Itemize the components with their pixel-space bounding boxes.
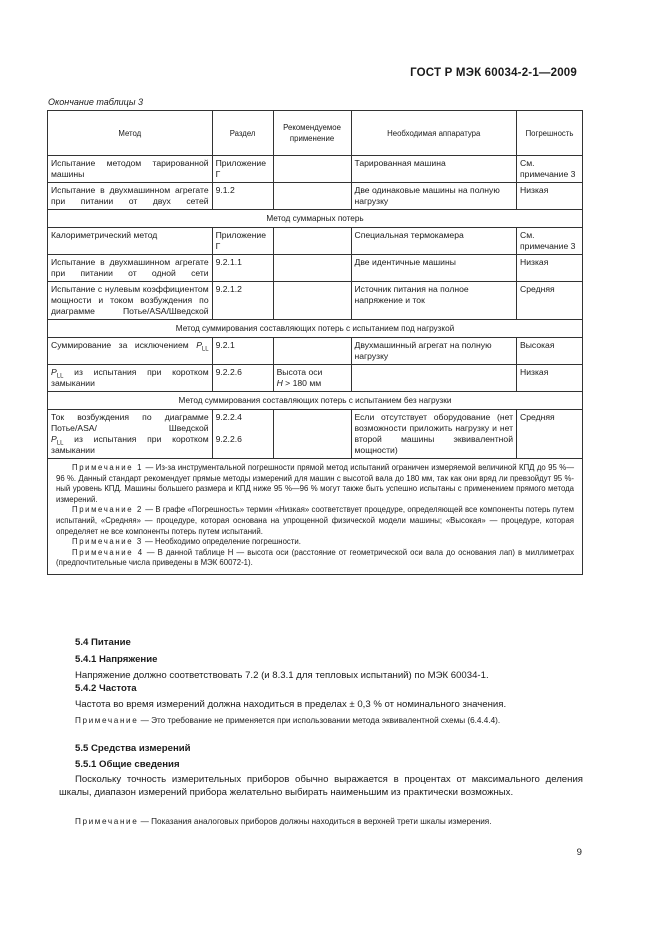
heading-5-4-1: 5.4.1 Напряжение: [75, 654, 158, 665]
cell-section: 9.2.1.2: [212, 282, 273, 320]
cell-error: Средняя: [517, 282, 583, 320]
cell-application: [273, 156, 351, 183]
table-notes-row: [48, 459, 583, 575]
section-no-load-test: Метод суммирования составляющих потерь с испытанием без нагрузки: [48, 392, 583, 410]
section-total-losses: Метод суммарных потерь: [48, 210, 583, 228]
symbol-sub-ll: LL: [201, 346, 209, 353]
cell-error: Низкая: [517, 183, 583, 210]
cell-section: Приложение Г: [212, 156, 273, 183]
cell-apparatus: Две одинаковые машины на полную нагрузку: [351, 183, 517, 210]
page-number: 9: [576, 847, 582, 858]
note-text: — В графе «Погрешность» термин «Низкая» соответствует процедуре, определяющей все компоненты потерь путем испытаний, «Средняя» — процедуре, которая основана на упрощенной физической модели машины; «Высокая» — процедуре, которая определяет не все компоненты потерь путем испытаний.: [56, 505, 574, 536]
cell-application: [273, 338, 351, 365]
symbol-p: P: [51, 434, 57, 444]
cell-apparatus: Две идентичные машины: [351, 255, 517, 282]
note-text: — Необходимо определение погрешности.: [142, 537, 301, 547]
header-application: Рекомендуемое применение: [273, 111, 351, 156]
symbol-sub-ll: LL: [56, 440, 64, 447]
cell-error: Низкая: [517, 365, 583, 392]
section-load-test: Метод суммирования составляющих потерь с испытанием под нагрузкой: [48, 320, 583, 338]
note-text: — В данной таблице H — высота оси (расстояние от геометрической оси вала до основания лап) в миллиметрах (предпочтительные числа приведены в МЭК 60072-1).: [56, 547, 574, 568]
method-text: из испытания при коротком замыкании: [51, 434, 209, 455]
heading-5-4-2: 5.4.2 Частота: [75, 683, 137, 694]
cell-method: [48, 338, 213, 365]
cell-method: [48, 410, 213, 459]
document-code: ГОСТ Р МЭК 60034-2-1—2009: [410, 67, 577, 79]
cell-section: 9.2.1.1: [212, 255, 273, 282]
header-section: Раздел: [212, 111, 273, 156]
cell-method: Испытание в двухмашинном агрегате при питании от одной сети: [48, 255, 213, 282]
symbol-p: P: [51, 367, 57, 377]
section-text: 9.2.2.6: [215, 434, 242, 444]
note-label: Примечание 3: [72, 537, 143, 547]
method-text: Суммирование за исключением: [51, 340, 197, 350]
cell-application: [273, 410, 351, 459]
cell-section: 9.2.2.6: [212, 365, 273, 392]
table-section-row: [48, 392, 583, 410]
symbol-p: P: [196, 340, 202, 350]
table-caption: Окончание таблицы 3: [48, 97, 143, 107]
table-row: [48, 255, 583, 282]
table-note: [56, 505, 574, 537]
table-row: [48, 410, 583, 459]
cell-method: [48, 365, 213, 392]
cell-section: [212, 410, 273, 459]
cell-method: Калориметрический метод: [48, 228, 213, 255]
cell-error: См. примечание 3: [517, 228, 583, 255]
table-row: [48, 228, 583, 255]
paragraph-frequency: Частота во время измерений должна находиться в пределах ± 0,3 % от номинального значения.: [75, 699, 507, 710]
cell-application: [273, 365, 351, 392]
cell-apparatus: Двухмашинный агрегат на полную нагрузку: [351, 338, 517, 365]
cell-error: Низкая: [517, 255, 583, 282]
note-text: — Показания аналоговых приборов должны находиться в верхней трети шкалы измерения.: [138, 817, 492, 826]
cell-application: [273, 183, 351, 210]
symbol-h: H: [276, 378, 283, 388]
cell-apparatus: Специальная термокамера: [351, 228, 517, 255]
cell-error: См. примечание 3: [517, 156, 583, 183]
note-label: Примечание 2: [72, 505, 143, 515]
application-text: > 180 мм: [282, 378, 322, 388]
note-label: Примечание 4: [72, 547, 144, 557]
cell-error: Средняя: [517, 410, 583, 459]
table-section-row: [48, 210, 583, 228]
table-note: [56, 537, 574, 548]
cell-method: Испытание в двухмашинном агрегате при питании от двух сетей: [48, 183, 213, 210]
cell-apparatus: [351, 365, 517, 392]
note-label: Примечание: [75, 817, 139, 826]
note-text: — Из-за инструментальной погрешности прямой метод испытаний ограничен измеряемой величиной КПД до 95 %—96 %. Данный стандарт рекомендует прямые методы измерений для машин с высотой вала до 180 мм, так как они вряд ли превзойдут 95 %-ный уровень КПД. Машины большего размера и КПД ниже 95 %—96 % могут также быть успешно испытаны с применением прямого метода измерений.: [56, 463, 574, 504]
note-frequency: [59, 715, 583, 727]
note-text: — Это требование не применяется при использовании метода эквивалентной схемы (6.4.4.4).: [138, 716, 501, 725]
header-method: Метод: [48, 111, 213, 156]
heading-5-4: 5.4 Питание: [75, 637, 131, 648]
cell-apparatus: Источник питания на полное напряжение и ток: [351, 282, 517, 320]
cell-application: [273, 255, 351, 282]
methods-table: [47, 110, 583, 575]
note-label: Примечание: [75, 716, 139, 725]
table-row: [48, 338, 583, 365]
cell-application: [273, 228, 351, 255]
cell-method: Испытание с нулевым коэффициентом мощности и током возбуждения по диаграмме Потье/ASA/Шведской: [48, 282, 213, 320]
header-apparatus: Необходимая аппаратура: [351, 111, 517, 156]
paragraph-instruments: Поскольку точность измерительных приборов обычно выражается в процентах от максимального деления шкалы, диапазон измерений прибора желательно выбирать наименьшим из практически возможных.: [59, 774, 583, 798]
cell-section: 9.2.1: [212, 338, 273, 365]
method-text: из испытания при коротком замыкании: [51, 367, 209, 388]
heading-5-5: 5.5 Средства измерений: [75, 743, 191, 754]
header-error: Погрешность: [517, 111, 583, 156]
heading-5-5-1: 5.5.1 Общие сведения: [75, 759, 180, 770]
cell-application: [273, 282, 351, 320]
table-note: [56, 463, 574, 505]
note-label: Примечание 1: [72, 463, 144, 472]
table-section-row: [48, 320, 583, 338]
cell-section: 9.1.2: [212, 183, 273, 210]
table-note: [56, 548, 574, 569]
symbol-sub-ll: LL: [56, 373, 64, 380]
cell-apparatus: Если отсутствует оборудование (нет возможности приложить нагрузку и нет второй машины эквивалентной мощности): [351, 410, 517, 459]
application-text: Высота оси: [276, 367, 323, 377]
table-row: [48, 156, 583, 183]
table-row: [48, 183, 583, 210]
table-header-row: [48, 111, 583, 156]
table-notes: [48, 459, 583, 575]
paragraph-voltage: Напряжение должно соответствовать 7.2 (и 8.3.1 для тепловых испытаний) по МЭК 60034-1.: [75, 670, 489, 681]
cell-section: Приложение Г: [212, 228, 273, 255]
section-text: 9.2.2.4: [215, 412, 242, 422]
method-text: Ток возбуждения по диаграмме Потье/ASA/ Шведской: [51, 412, 209, 433]
cell-apparatus: Тарированная машина: [351, 156, 517, 183]
note-instruments: [59, 816, 583, 828]
table-row: [48, 365, 583, 392]
table-row: [48, 282, 583, 320]
cell-error: Высокая: [517, 338, 583, 365]
cell-method: Испытание методом тарированной машины: [48, 156, 213, 183]
